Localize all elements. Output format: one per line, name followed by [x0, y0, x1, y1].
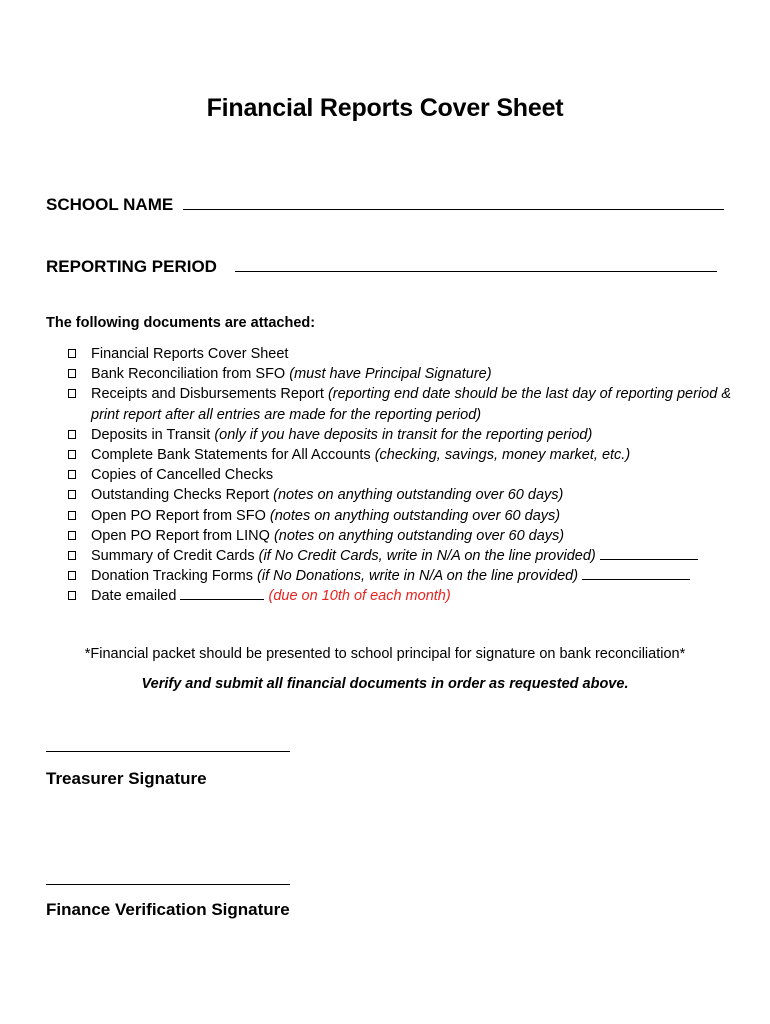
checkbox-icon[interactable] — [68, 369, 76, 378]
packet-note: *Financial packet should be presented to school principal for signature on bank reconciliation* — [84, 646, 686, 662]
checkbox-icon[interactable] — [68, 551, 76, 560]
checkbox-icon[interactable] — [68, 531, 76, 540]
school-name-label: SCHOOL NAME — [46, 195, 174, 214]
list-item — [66, 364, 736, 384]
date-emailed-line[interactable] — [180, 587, 264, 600]
document-label: Date emailed — [91, 588, 177, 605]
treasurer-signature-line[interactable] — [46, 751, 290, 752]
checkbox-icon[interactable] — [68, 450, 76, 459]
attached-documents-list — [66, 344, 736, 607]
document-note: (notes on anything outstanding over 60 days) — [273, 527, 565, 544]
document-label: Receipts and Disbursements Report — [91, 386, 324, 403]
donations-na-line[interactable] — [582, 567, 690, 580]
document-label: Outstanding Checks Report — [91, 487, 270, 504]
checkbox-icon[interactable] — [68, 571, 76, 580]
document-note: (notes on anything outstanding over 60 days) — [269, 507, 561, 524]
document-label: Copies of Cancelled Checks — [91, 467, 274, 484]
checkbox-icon[interactable] — [68, 389, 76, 398]
checkbox-icon[interactable] — [68, 470, 76, 479]
reporting-period-field — [46, 255, 717, 277]
document-label: Financial Reports Cover Sheet — [91, 346, 289, 362]
school-name-line[interactable] — [183, 193, 724, 210]
list-item — [66, 384, 736, 424]
document-note: (must have Principal Signature) — [289, 366, 492, 383]
finance-signature-line[interactable] — [46, 884, 290, 885]
list-item — [66, 485, 736, 505]
checkbox-icon[interactable] — [68, 490, 76, 499]
list-item — [66, 506, 736, 526]
list-item — [66, 586, 736, 606]
list-item — [66, 465, 736, 485]
document-note: (only if you have deposits in transit for the reporting period) — [214, 426, 593, 443]
list-item — [66, 526, 736, 546]
reporting-period-line[interactable] — [235, 255, 717, 272]
verify-note: Verify and submit all financial documents in order as requested above. — [141, 676, 629, 692]
school-name-field — [46, 193, 724, 215]
list-item — [66, 546, 736, 566]
document-label: Donation Tracking Forms — [91, 568, 253, 585]
document-note: (if No Credit Cards, write in N/A on the line provided) — [258, 548, 596, 565]
reporting-period-label: REPORTING PERIOD — [46, 257, 217, 276]
checkbox-icon[interactable] — [68, 430, 76, 439]
document-note: (if No Donations, write in N/A on the line provided) — [257, 568, 579, 585]
finance-signature-label: Finance Verification Signature — [46, 900, 290, 919]
document-note: (notes on anything outstanding over 60 days) — [273, 487, 564, 504]
document-label: Summary of Credit Cards — [91, 548, 255, 565]
document-note: (checking, savings, money market, etc.) — [374, 447, 631, 464]
document-label: Open PO Report from LINQ — [91, 527, 270, 544]
checkbox-icon[interactable] — [68, 591, 76, 600]
document-label: Deposits in Transit — [91, 426, 211, 443]
list-item — [66, 445, 736, 465]
credit-cards-na-line[interactable] — [600, 547, 698, 560]
attached-documents-heading: The following documents are attached: — [46, 315, 316, 331]
checkbox-icon[interactable] — [68, 349, 76, 358]
document-label: Open PO Report from SFO — [91, 507, 266, 524]
checkbox-icon[interactable] — [68, 511, 76, 520]
page-title: Financial Reports Cover Sheet — [206, 94, 564, 122]
document-note: (reporting end date should be the last day of reporting period & print report after all entries are made for the reporting period) — [91, 386, 731, 423]
due-date-note: (due on 10th of each month) — [268, 588, 451, 605]
list-item — [66, 566, 736, 586]
list-item — [66, 425, 736, 445]
treasurer-signature-label: Treasurer Signature — [46, 769, 207, 788]
document-label: Complete Bank Statements for All Accounts — [91, 447, 371, 464]
document-label: Bank Reconciliation from SFO — [91, 366, 286, 383]
list-item — [66, 344, 736, 364]
